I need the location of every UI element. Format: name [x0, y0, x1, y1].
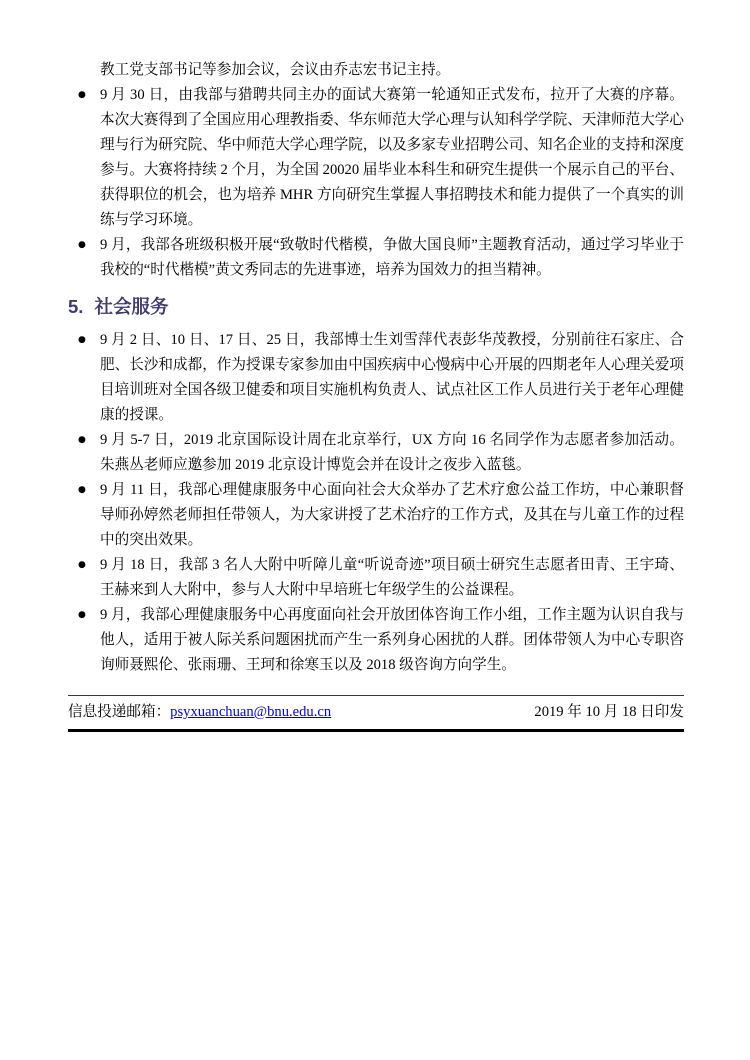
bulleted-item: [68, 478, 684, 553]
bulleted-item: [68, 428, 684, 478]
footer-email-link[interactable]: psyxuanchuan@bnu.edu.cn: [170, 704, 332, 720]
section-heading: [68, 294, 684, 320]
bullet-icon: ●: [78, 90, 86, 100]
bullet-text: 9 月，我部心理健康服务中心再度面向社会开放团体咨询工作小组，工作主题为认识自我与他人，适用于被人际关系问题困扰而产生一系列身心困扰的人群。团体带领人为中心专职咨询师聂熙伦、张雨珊、王珂和徐寒玉以及 2018 级咨询方向学生。: [100, 607, 684, 673]
bulleted-item: [68, 553, 684, 603]
bullet-icon: ●: [78, 240, 86, 250]
bulleted-item: [68, 83, 684, 233]
bullet-text: 9 月 18 日，我部 3 名人大附中听障儿童“听说奇迹”项目硕士研究生志愿者田青、王宇琦、王赫来到人大附中，参与人大附中早培班七年级学生的公益课程。: [100, 557, 684, 598]
section-title: 社会服务: [94, 296, 169, 317]
bullet-text: 9 月 11 日，我部心理健康服务中心面向社会大众举办了艺术疗愈公益工作坊，中心兼职督导师孙婷然老师担任带领人，为大家讲授了艺术治疗的工作方式，及其在与儿童工作的过程中的突出效果。: [100, 482, 684, 548]
bullet-text: 9 月 2 日、10 日、17 日、25 日，我部博士生刘雪萍代表彭华茂教授，分别前往石家庄、合肥、长沙和成都，作为授课专家参加由中国疾病中心慢病中心开展的四期老年人心理关爱项目培训班对全国各级卫健委和项目实施机构负责人、试点社区工作人员进行关于老年心理健康的授课。: [100, 332, 684, 423]
section-number: 5.: [68, 296, 84, 317]
footer-email-label: 信息投递邮箱：: [68, 704, 171, 720]
footer-left: [68, 701, 331, 723]
footer: [68, 695, 684, 732]
bullet-icon: ●: [78, 435, 86, 445]
bulleted-item: [68, 328, 684, 428]
intro-bullet-list: [68, 83, 684, 283]
bulleted-item: [68, 603, 684, 678]
bullet-text: 9 月 30 日，由我部与猎聘共同主办的面试大赛第一轮通知正式发布，拉开了大赛的序幕。本次大赛得到了全国应用心理教指委、华东师范大学心理与认知科学学院、天津师范大学心理与行为研究院、华中师范大学心理学院，以及多家专业招聘公司、知名企业的支持和深度参与。大赛将持续 2 个月，为全国 20020 届毕业本科生和研究生提供一个展示自己的平台、获得职位的机会，也为培养 MHR 方向研究生掌握人事招聘技术和能力提供了一个真实的训练与学习环境。: [100, 87, 684, 228]
section5-bullet-list: [68, 328, 684, 678]
bullet-icon: ●: [78, 560, 86, 570]
paragraph-continuation: 教工党支部书记等参加会议，会议由乔志宏书记主持。: [100, 62, 451, 78]
bullet-text: 9 月 5-7 日，2019 北京国际设计周在北京举行，UX 方向 16 名同学作为志愿者参加活动。朱燕丛老师应邀参加 2019 北京设计博览会并在设计之夜步入蓝毯。: [100, 432, 684, 473]
footer-print-date: 2019 年 10 月 18 日印发: [534, 704, 684, 720]
bulleted-item: [68, 233, 684, 283]
bullet-icon: ●: [78, 610, 86, 620]
bullet-text: 9 月，我部各班级积极开展“致敬时代楷模，争做大国良师”主题教育活动，通过学习毕业于我校的“时代楷模”黄文秀同志的先进事迹，培养为国效力的担当精神。: [100, 237, 684, 278]
bullet-icon: ●: [78, 485, 86, 495]
bullet-icon: ●: [78, 335, 86, 345]
